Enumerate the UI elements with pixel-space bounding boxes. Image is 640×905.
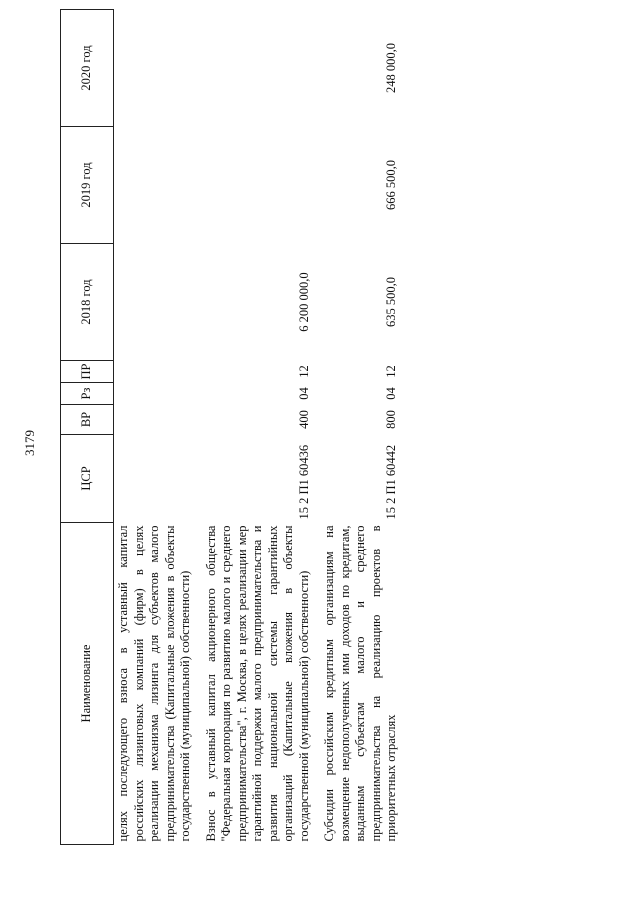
header-name: Наименование xyxy=(61,523,114,845)
header-2018: 2018 год xyxy=(61,244,114,361)
header-csr: ЦСР xyxy=(61,435,114,523)
table-row xyxy=(114,10,202,845)
row-2020 xyxy=(202,10,321,127)
row-2018: 635 500,0 xyxy=(384,277,398,327)
header-rz: Рз xyxy=(61,383,114,405)
row-vr: 800 xyxy=(384,410,398,429)
header-2019: 2019 год xyxy=(61,127,114,244)
row-2019: 666 500,0 xyxy=(384,160,398,210)
row-2020 xyxy=(114,10,202,127)
row-csr: 15 2 П1 60436 xyxy=(296,444,311,520)
row-2019 xyxy=(202,127,321,244)
row-pr: 12 xyxy=(296,365,311,378)
page-number: 3179 xyxy=(22,430,37,456)
row-name: Субсидии российским кредитным организациям на возмещение недополученных ими доходов по кредитам, выданным субъектам малого и среднего предпринимательства на реализацию проектов в приоритетных отраслях xyxy=(322,525,398,842)
row-2020: 248 000,0 xyxy=(384,43,398,93)
table-header-row xyxy=(61,10,114,845)
header-2020: 2020 год xyxy=(61,10,114,127)
row-name: Взнос в уставный капитал акционерного общества "Федеральная корпорация по развитию малого и среднего предпринимательства", г. Москва, в целях реализации мер гарантийной поддержки малого предпринимательства и развития национальной системы гарантийных организаций (Капитальные вложения в объекты государственной (муниципальной) собственности) xyxy=(203,525,311,842)
row-pr xyxy=(114,361,202,383)
row-pr: 12 xyxy=(384,365,398,378)
row-vr xyxy=(114,405,202,435)
rotated-sheet xyxy=(60,43,615,845)
row-2019 xyxy=(114,127,202,244)
row-csr xyxy=(114,435,202,523)
header-pr: ПР xyxy=(61,361,114,383)
header-vr: ВР xyxy=(61,405,114,435)
row-csr: 15 2 П1 60442 xyxy=(384,444,398,520)
row-rz xyxy=(114,383,202,405)
row-2018 xyxy=(114,244,202,361)
table-row xyxy=(202,10,321,845)
table-row xyxy=(320,10,408,845)
budget-table xyxy=(60,9,408,845)
row-2018: 6 200 000,0 xyxy=(296,272,311,332)
row-rz: 04 xyxy=(296,387,311,400)
row-name: целях последующего взноса в уставный капитал российских лизинговых компаний (фирм) в целях реализации механизма лизинга для субъектов малого предпринимательства (Капитальные вложения в объекты государственной (муниципальной) собственности) xyxy=(116,525,192,842)
row-rz: 04 xyxy=(384,387,398,400)
row-vr: 400 xyxy=(296,410,311,429)
